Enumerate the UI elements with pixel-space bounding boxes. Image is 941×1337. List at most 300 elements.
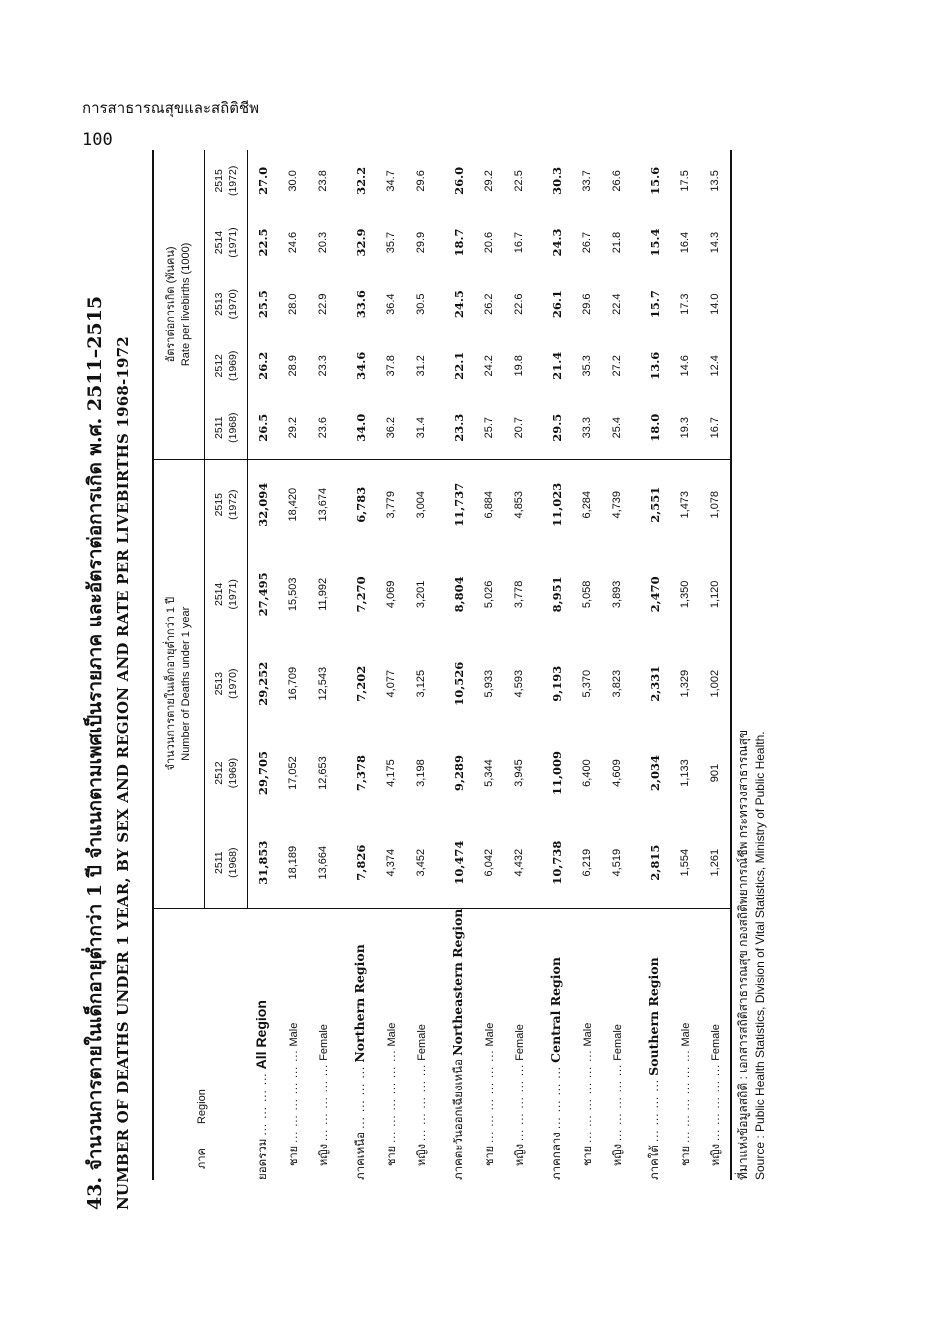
- year-ce: (1972): [227, 165, 239, 197]
- region-label-thai: หญิง: [416, 1144, 428, 1166]
- leader-dots: ... ... ... ... ... ...: [582, 1049, 594, 1143]
- spacer-cell: [534, 335, 542, 397]
- rate-cell: 22.5: [513, 170, 525, 192]
- deaths-cell: 7,270: [354, 576, 368, 613]
- deaths-cell: 11,992: [317, 577, 329, 611]
- year-ce: (1969): [227, 350, 239, 381]
- region-label-en: Female: [612, 1024, 624, 1061]
- sex-row: [572, 150, 602, 1180]
- deaths-cell: 6,284: [572, 459, 602, 549]
- deaths-cell: 27,495: [256, 572, 270, 617]
- spacer-cell: [632, 459, 640, 549]
- deaths-cell: 6,884: [474, 459, 504, 549]
- deaths-year-header: [205, 818, 248, 908]
- deaths-cell: 3,125: [415, 669, 427, 698]
- rate-cell: 31.2: [415, 355, 427, 377]
- rate-cell: 23.6: [317, 417, 329, 439]
- spacer-cell: [436, 908, 444, 1180]
- row-spacer: [632, 150, 640, 1180]
- rates-year-header: [205, 150, 248, 212]
- deaths-cell: 13,664: [317, 845, 329, 880]
- rate-cell: 14.3: [700, 212, 731, 274]
- deaths-cell: 18,420: [278, 459, 308, 549]
- rate-cell: 29.9: [415, 231, 427, 254]
- rate-cell: 33.7: [581, 170, 593, 192]
- rate-cell: 34.7: [385, 170, 397, 192]
- region-label-thai: ภาคใต้: [649, 1145, 661, 1180]
- deaths-cell: 4,853: [504, 459, 534, 549]
- region-label-thai: ชาย: [680, 1145, 692, 1166]
- rate-cell: 22.9: [317, 293, 329, 315]
- spacer-cell: [632, 273, 640, 335]
- rate-cell: 23.3: [317, 355, 329, 377]
- spacer-cell: [534, 212, 542, 274]
- region-total-row: [444, 150, 474, 1180]
- rate-cell: 19.8: [513, 355, 525, 377]
- leader-dots: ... ... ... ... ... ...: [386, 1049, 398, 1143]
- deaths-cell: 4,593: [513, 669, 525, 698]
- spacer-cell: [632, 397, 640, 460]
- rate-cell: 32.2: [354, 166, 368, 195]
- rate-cell: 35.7: [385, 231, 397, 254]
- page-number: 100: [82, 130, 113, 150]
- region-label-thai: หญิง: [318, 1144, 330, 1166]
- title-thai: 43. จำนวนการตายในเด็กอายุต่ำกว่า 1 ปี จำแนกตามเพศเป็นรายภาค และอัตราต่อการเกิด พ.ศ. 2511–2515: [84, 295, 106, 1210]
- deaths-cell: 5,370: [581, 669, 593, 698]
- spacer-cell: [632, 335, 640, 397]
- title-english: NUMBER OF DEATHS UNDER 1 YEAR, BY SEX AND REGION AND RATE PER LIVEBIRTHS 1968-1972: [114, 336, 132, 1210]
- deaths-cell: 1,120: [700, 550, 731, 639]
- rate-cell: 30.0: [287, 170, 299, 192]
- rate-cell: 24.2: [483, 355, 495, 377]
- region-label-thai: หญิง: [514, 1144, 526, 1166]
- leader-dots: ... ... ... ... ...: [416, 1063, 428, 1141]
- rate-cell: 26.5: [256, 413, 270, 442]
- deaths-cell: 7,826: [354, 844, 368, 881]
- spacer-cell: [534, 639, 542, 728]
- deaths-cell: 1,554: [679, 848, 691, 877]
- rates-year-header: [205, 212, 248, 274]
- deaths-cell: 5,026: [483, 580, 495, 609]
- spacer-cell: [632, 818, 640, 908]
- region-label-thai: ชาย: [386, 1145, 398, 1166]
- rate-cell: 27.2: [611, 355, 623, 377]
- deaths-cell: 901: [700, 728, 731, 817]
- region-label-thai: หญิง: [612, 1144, 624, 1166]
- region-label-en: Northern Region: [352, 944, 367, 1063]
- rate-cell: 25.4: [611, 417, 623, 439]
- rate-cell: 26.6: [611, 170, 623, 192]
- rate-cell: 22.4: [611, 293, 623, 315]
- sex-row: [602, 150, 632, 1180]
- deaths-cell: 5,933: [483, 669, 495, 698]
- region-label-cell: [308, 908, 338, 1180]
- deaths-year-header: [205, 550, 248, 639]
- rate-cell: 29.2: [287, 417, 299, 439]
- rate-cell: 24.6: [287, 231, 299, 254]
- deaths-cell: 6,042: [483, 848, 495, 877]
- year-ce: (1968): [227, 847, 239, 878]
- region-label-cell: [444, 908, 474, 1180]
- deaths-cell: 4,374: [385, 848, 397, 877]
- rate-cell: 29.6: [415, 170, 427, 192]
- spacer-cell: [436, 397, 444, 460]
- deaths-cell: 31,853: [256, 840, 270, 885]
- rate-cell: 23.8: [317, 170, 329, 192]
- rate-cell: 29.2: [483, 170, 495, 192]
- table-body: [248, 150, 732, 1180]
- rate-cell: 19.3: [679, 417, 691, 439]
- deaths-cell: 12,543: [317, 666, 329, 701]
- deaths-table: [152, 150, 732, 1180]
- deaths-cell: 3,779: [376, 459, 406, 549]
- deaths-cell: 17,052: [287, 756, 299, 790]
- region-label-cell: [700, 908, 731, 1180]
- deaths-cell: 4,077: [385, 669, 397, 698]
- region-label-cell: [248, 908, 279, 1180]
- row-spacer: [338, 150, 346, 1180]
- deaths-cell: 2,331: [648, 665, 662, 702]
- deaths-year-header: [205, 639, 248, 728]
- spacer-cell: [534, 818, 542, 908]
- deaths-cell: 3,823: [611, 669, 623, 698]
- rate-cell: 22.6: [513, 293, 525, 315]
- deaths-cell: 16,709: [287, 666, 299, 701]
- spacer-cell: [534, 273, 542, 335]
- rate-cell: 20.7: [513, 417, 525, 439]
- deaths-cell: 4,069: [385, 580, 397, 609]
- deaths-cell: 9,193: [550, 665, 564, 702]
- region-label-cell: [602, 908, 632, 1180]
- spacer-cell: [436, 818, 444, 908]
- spacer-cell: [338, 212, 346, 274]
- deaths-cell: 1,261: [700, 818, 731, 908]
- rate-cell: 25.5: [256, 290, 270, 319]
- leader-dots: ... ... ... ... ... ...: [680, 1049, 692, 1143]
- deaths-cell: 3,452: [415, 848, 427, 877]
- rate-cell: 36.4: [385, 293, 397, 315]
- spacer-cell: [436, 335, 444, 397]
- deaths-cell: 2,470: [648, 576, 662, 613]
- spacer-cell: [436, 273, 444, 335]
- deaths-cell: 6,400: [581, 759, 593, 787]
- leader-dots: ... ... ... ... ...: [612, 1063, 624, 1141]
- deaths-cell: 13,674: [308, 459, 338, 549]
- rate-cell: 26.2: [256, 351, 270, 380]
- rate-cell: 15.7: [648, 290, 662, 319]
- spacer-cell: [436, 459, 444, 549]
- deaths-cell: 1,078: [700, 459, 731, 549]
- deaths-year-header: [205, 459, 248, 549]
- rate-cell: 37.8: [385, 355, 397, 377]
- row-spacer: [436, 150, 444, 1180]
- deaths-group-header: [153, 459, 205, 908]
- spacer-cell: [436, 728, 444, 817]
- deaths-cell: 3,778: [513, 580, 525, 609]
- region-label-en: All Region: [253, 1000, 270, 1070]
- spacer-cell: [338, 459, 346, 549]
- spacer-cell: [338, 728, 346, 817]
- region-label-cell: [406, 908, 436, 1180]
- rate-cell: 35.3: [581, 355, 593, 377]
- deaths-year-header: [205, 728, 248, 817]
- region-label-cell: [474, 908, 504, 1180]
- year-be: 2514: [213, 230, 225, 255]
- spacer-cell: [338, 273, 346, 335]
- deaths-cell: 2,551: [640, 459, 670, 549]
- source-note: [735, 730, 769, 1180]
- table-title: [80, 110, 132, 1210]
- year-be: 2512: [213, 761, 225, 785]
- spacer-cell: [632, 150, 640, 212]
- spacer-cell: [632, 639, 640, 728]
- region-label-en: Southern Region: [646, 957, 661, 1076]
- rate-cell: 26.0: [452, 166, 466, 195]
- rate-cell: 14.6: [679, 355, 691, 377]
- deaths-cell: 4,519: [611, 848, 623, 877]
- deaths-cell: 8,804: [452, 576, 466, 613]
- rate-cell: 31.4: [415, 417, 427, 439]
- region-total-row: [346, 150, 376, 1180]
- spacer-cell: [338, 818, 346, 908]
- spacer-cell: [534, 728, 542, 817]
- deaths-cell: 15,503: [287, 577, 299, 612]
- rate-cell: 16.7: [700, 397, 731, 460]
- region-total-row: [640, 150, 670, 1180]
- region-label-cell: [504, 908, 534, 1180]
- rate-cell: 12.4: [700, 335, 731, 397]
- year-be: 2513: [213, 292, 225, 316]
- running-head: การสาธารณสุขและสถิติชีพ: [82, 99, 260, 117]
- deaths-cell: 5,344: [483, 759, 495, 787]
- deaths-cell: 9,289: [452, 755, 466, 792]
- region-label-en: Female: [416, 1024, 428, 1061]
- region-label-en: Central Region: [548, 957, 563, 1063]
- region-label-thai: ชาย: [484, 1145, 496, 1166]
- leader-dots: ... ... ... ... ... ...: [288, 1049, 300, 1143]
- deaths-cell: 3,004: [406, 459, 436, 549]
- deaths-cell: 8,951: [550, 576, 564, 613]
- rate-cell: 15.6: [648, 166, 662, 195]
- deaths-cell: 1,350: [679, 580, 691, 609]
- region-label-cell: [670, 908, 700, 1180]
- rate-cell: 30.3: [550, 166, 564, 195]
- rate-cell: 32.9: [354, 228, 368, 257]
- region-label-en: Female: [514, 1024, 526, 1061]
- rate-cell: 34.6: [354, 351, 368, 380]
- region-label-thai: หญิง: [710, 1144, 722, 1166]
- rate-cell: 28.0: [287, 293, 299, 315]
- spacer-cell: [436, 212, 444, 274]
- deaths-cell: 11,009: [550, 751, 564, 796]
- rate-cell: 23.3: [452, 413, 466, 442]
- deaths-cell: 29,252: [256, 661, 270, 706]
- region-label-cell: [278, 908, 308, 1180]
- spacer-cell: [534, 397, 542, 460]
- region-label-thai: ยอดรวม: [257, 1138, 270, 1180]
- sex-row: [278, 150, 308, 1180]
- sex-row: [376, 150, 406, 1180]
- region-label-cell: [572, 908, 602, 1180]
- deaths-cell: 4,609: [611, 759, 623, 787]
- region-label-cell: [640, 908, 670, 1180]
- region-label-cell: [542, 908, 572, 1180]
- rate-cell: 18.7: [452, 228, 466, 257]
- rate-cell: 21.4: [550, 351, 564, 380]
- deaths-cell: 2,815: [648, 844, 662, 881]
- region-label-thai: ภาคตะวันออกเฉียงเหนือ: [453, 1059, 465, 1180]
- spacer-cell: [338, 908, 346, 1180]
- deaths-cell: 2,034: [648, 755, 662, 792]
- deaths-cell: 4,432: [513, 848, 525, 877]
- region-label-en: Female: [318, 1024, 330, 1061]
- rate-cell: 22.5: [256, 228, 270, 257]
- region-label-en: Male: [484, 1022, 496, 1047]
- source-thai: ที่มาแห่งข้อมูลสถิติ : เอกสารสถิติสาธารณสุข กองสถิติพยากรณ์ชีพ กระทรวงสาธารณสุข: [736, 729, 750, 1180]
- rate-cell: 26.7: [581, 231, 593, 254]
- spacer-cell: [534, 459, 542, 549]
- leader-dots: ... ... ... ... ...: [514, 1063, 526, 1141]
- deaths-cell: 4,175: [385, 759, 397, 787]
- deaths-cell: 1,133: [679, 759, 691, 787]
- deaths-cell: 3,201: [415, 580, 427, 609]
- spacer-cell: [534, 150, 542, 212]
- rate-cell: 24.5: [452, 290, 466, 319]
- source-english: Source : Public Health Statistics, Division of Vital Statistics, Ministry of Public Health.: [753, 731, 767, 1180]
- rate-cell: 20.3: [317, 231, 329, 254]
- region-label-thai: ภาคเหนือ: [355, 1131, 367, 1180]
- region-label-thai: ภาคกลาง: [551, 1132, 563, 1180]
- spacer-cell: [632, 212, 640, 274]
- spacer-cell: [338, 150, 346, 212]
- year-ce: (1971): [227, 579, 239, 610]
- region-label-en: Male: [582, 1022, 594, 1047]
- deaths-cell: 3,893: [611, 580, 623, 609]
- region-label-en: Northeastern Region: [450, 908, 465, 1056]
- year-ce: (1969): [227, 757, 239, 789]
- year-ce: (1972): [227, 489, 239, 520]
- rate-cell: 27.0: [256, 166, 270, 195]
- region-header: [153, 908, 248, 1180]
- sex-row: [504, 150, 534, 1180]
- leader-dots: ... ... ... ... ...: [710, 1063, 722, 1141]
- deaths-cell: 3,198: [415, 759, 427, 787]
- spacer-cell: [632, 908, 640, 1180]
- deaths-cell: 10,474: [452, 840, 466, 885]
- rate-cell: 24.3: [550, 228, 564, 257]
- region-label-en: Male: [680, 1022, 692, 1047]
- rate-cell: 13.5: [700, 150, 731, 212]
- spacer-cell: [632, 550, 640, 639]
- region-label-thai: ชาย: [288, 1145, 300, 1166]
- rate-cell: 13.6: [648, 351, 662, 380]
- sex-row: [670, 150, 700, 1180]
- leader-dots: ... ... ... ... ... ...: [484, 1049, 496, 1143]
- rates-year-header: [205, 273, 248, 335]
- rate-cell: 18.0: [648, 413, 662, 442]
- rates-year-header: [205, 397, 248, 460]
- region-total-row: [248, 150, 279, 1180]
- sex-row: [474, 150, 504, 1180]
- rate-header-thai: อัตราต่อการเกิด (พันคน): [165, 246, 177, 363]
- sex-row: [700, 150, 731, 1180]
- region-header-thai: ภาค: [195, 1148, 208, 1169]
- year-ce: (1971): [227, 227, 239, 258]
- rate-cell: 29.5: [550, 413, 564, 442]
- region-label-cell: [346, 908, 376, 1180]
- deaths-cell: 5,058: [581, 580, 593, 609]
- region-label-en: Male: [288, 1022, 300, 1047]
- rate-group-header: [153, 150, 205, 459]
- deaths-cell: 7,378: [354, 755, 368, 792]
- deaths-cell: 32,094: [248, 459, 279, 549]
- rate-cell: 25.7: [483, 417, 495, 439]
- spacer-cell: [338, 639, 346, 728]
- deaths-cell: 1,473: [670, 459, 700, 549]
- spacer-cell: [436, 639, 444, 728]
- region-total-row: [542, 150, 572, 1180]
- rates-year-header: [205, 335, 248, 397]
- region-header-en: Region: [195, 1089, 208, 1125]
- region-label-cell: [376, 908, 406, 1180]
- region-label-thai: ชาย: [582, 1145, 594, 1166]
- rate-cell: 26.1: [550, 290, 564, 319]
- spacer-cell: [338, 550, 346, 639]
- rate-cell: 16.4: [679, 231, 691, 254]
- deaths-cell: 10,526: [452, 661, 466, 706]
- deaths-cell: 6,219: [581, 848, 593, 877]
- row-spacer: [534, 150, 542, 1180]
- deaths-cell: 4,739: [602, 459, 632, 549]
- rate-cell: 28.9: [287, 355, 299, 377]
- rotated-table-page: [80, 90, 780, 1210]
- year-be: 2514: [213, 582, 225, 607]
- deaths-cell: 10,738: [550, 840, 564, 885]
- rate-cell: 34.0: [354, 413, 368, 442]
- year-be: 2513: [213, 672, 225, 696]
- deaths-cell: 1,002: [700, 639, 731, 728]
- spacer-cell: [534, 908, 542, 1180]
- rate-cell: 17.5: [679, 170, 691, 192]
- rate-cell: 16.7: [513, 231, 525, 254]
- sex-row: [308, 150, 338, 1180]
- spacer-cell: [632, 728, 640, 817]
- year-be: 2515: [213, 493, 225, 517]
- rate-cell: 26.2: [483, 293, 495, 315]
- deaths-cell: 1,329: [679, 669, 691, 698]
- deaths-cell: 11,023: [542, 459, 572, 549]
- deaths-cell: 12,653: [317, 756, 329, 790]
- rate-cell: 33.6: [354, 290, 368, 319]
- spacer-cell: [436, 550, 444, 639]
- year-ce: (1970): [227, 288, 239, 320]
- deaths-cell: 29,705: [256, 751, 270, 796]
- deaths-header-thai: จำนวนการตายในเด็กอายุต่ำกว่า 1 ปี: [165, 596, 177, 771]
- rate-cell: 33.3: [581, 417, 593, 439]
- rate-cell: 15.4: [648, 228, 662, 257]
- year-be: 2515: [213, 169, 225, 193]
- leader-dots: ... ... ... ... ...: [318, 1063, 330, 1141]
- deaths-cell: 7,202: [354, 665, 368, 702]
- year-be: 2511: [213, 851, 225, 874]
- rate-cell: 29.6: [581, 293, 593, 315]
- leader-dots: ... ... ... ...: [649, 1079, 661, 1142]
- spacer-cell: [338, 335, 346, 397]
- year-be: 2512: [213, 354, 225, 378]
- year-be: 2511: [213, 416, 225, 439]
- region-label-en: Female: [710, 1024, 722, 1061]
- rate-header-en: Rate per livebirths (1000): [180, 242, 192, 367]
